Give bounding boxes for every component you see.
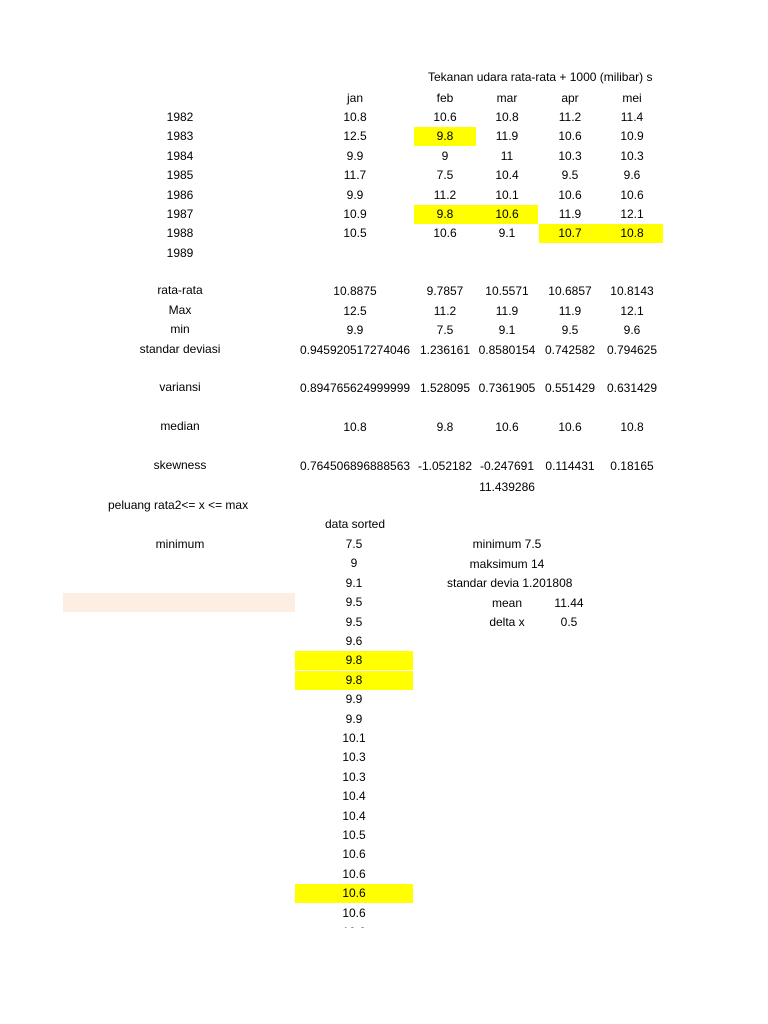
table-cell: 7.5: [436, 168, 454, 183]
stat-value: 9.9: [346, 323, 364, 337]
stat-value: -1.052182: [417, 459, 473, 473]
stat-value: 0.742582: [544, 343, 596, 357]
summary-value: 0.5: [560, 615, 578, 629]
table-cell: 10.3: [558, 148, 582, 163]
table-cell: 11.4: [620, 110, 644, 124]
stat-value: 0.894765624999999: [299, 381, 411, 395]
highlight-strip: [63, 593, 295, 612]
stat-value: 10.8875: [333, 284, 377, 298]
sorted-value: 10.6: [342, 866, 366, 881]
stat-label: min: [170, 322, 190, 336]
table-cell: 9.9: [346, 148, 364, 163]
table-cell: 10.6: [433, 226, 457, 241]
year-label: 1983: [166, 129, 194, 144]
summary-value: 11.44: [554, 596, 584, 610]
month-header: apr: [561, 91, 579, 105]
table-cell: 10.6: [558, 129, 582, 144]
stat-value: 0.945920517274046: [299, 343, 411, 357]
summary-label: delta x: [489, 615, 525, 629]
year-label: 1986: [166, 187, 194, 202]
stat-value: 0.764506896888563: [299, 459, 411, 473]
stat-value: 10.8: [343, 420, 367, 434]
table-cell: 11.2: [558, 110, 582, 124]
stat-value: 10.8: [620, 420, 644, 434]
summary-label: maksimum 14: [469, 557, 545, 571]
stat-label: Max: [168, 303, 192, 317]
sorted-value: 9.5: [345, 595, 363, 610]
stat-label: standar deviasi: [139, 342, 221, 356]
stat-value: 0.114431: [545, 459, 595, 473]
sorted-value: 10.1: [342, 731, 366, 745]
stat-value: 1.528095: [419, 381, 471, 395]
sorted-value: 9: [350, 556, 358, 571]
table-cell: 11.9: [558, 207, 582, 221]
stat-value: 10.5571: [485, 284, 529, 298]
extra-value: 11.439286: [479, 480, 535, 494]
table-cell: 10.6: [476, 205, 538, 224]
summary-label: minimum 7.5: [472, 537, 542, 551]
stat-value: 12.1: [620, 304, 644, 318]
stat-value: -0.247691: [479, 459, 535, 473]
table-cell: 9.6: [623, 168, 641, 183]
summary-label: standar devia 1.201808: [447, 576, 573, 590]
stat-value: 0.8580154: [478, 343, 536, 357]
table-cell: 11: [500, 148, 514, 163]
sorted-value: 10.3: [342, 750, 366, 765]
peluang-label: peluang rata2<= x <= max: [108, 498, 249, 512]
table-cell: 11.2: [433, 187, 457, 202]
sorted-value: 9.9: [345, 692, 363, 707]
stat-value: 0.794625: [606, 343, 658, 357]
stat-value: 11.9: [558, 304, 582, 318]
table-cell: 9.9: [346, 187, 364, 202]
sorted-value: 9.8: [295, 671, 413, 690]
sorted-value: 10.3: [342, 769, 366, 784]
year-label: 1982: [166, 110, 194, 124]
year-label: 1987: [166, 207, 194, 221]
table-cell: 11.7: [343, 168, 367, 183]
stat-value: 10.6: [558, 420, 582, 434]
stat-value: 9.1: [498, 323, 516, 337]
sorted-value: 10.4: [342, 789, 366, 804]
stat-value: 11.2: [433, 304, 457, 318]
table-cell: 12.5: [343, 129, 367, 144]
stat-value: 0.18165: [610, 459, 654, 473]
table-cell: 10.8: [343, 110, 367, 124]
month-header: mar: [496, 91, 518, 105]
table-cell: 10.8: [495, 110, 519, 124]
sorted-value: 9.6: [345, 634, 363, 648]
stat-value: 9.5: [561, 323, 579, 337]
minimum-label: minimum: [155, 537, 205, 551]
table-cell: 10.9: [343, 207, 367, 221]
sorted-value: 9.5: [345, 614, 363, 629]
sorted-value: 10.6: [342, 847, 366, 862]
stat-value: 10.8143: [610, 284, 654, 298]
stat-value: 0.7361905: [478, 381, 536, 395]
table-cell: 10.5: [343, 226, 367, 241]
stat-value: 0.631429: [606, 381, 658, 395]
stat-value: 9.7857: [426, 284, 464, 298]
year-label: 1985: [166, 168, 194, 183]
sorted-value: 10.4: [342, 808, 366, 823]
table-cell: 10.3: [620, 148, 644, 163]
stat-value: 12.5: [343, 304, 367, 318]
table-cell: 10.6: [620, 187, 644, 202]
stat-value: 1.236161: [419, 343, 471, 357]
sorted-header: data sorted: [324, 517, 386, 531]
month-header: jan: [346, 91, 363, 105]
stat-value: 7.5: [436, 323, 454, 337]
table-cell: 10.7: [539, 224, 601, 243]
stat-value: 11.9: [495, 304, 519, 318]
table-cell: 10.6: [433, 110, 457, 124]
table-cell: 9.8: [414, 127, 476, 146]
month-header: mei: [622, 91, 642, 105]
sorted-value: 10.5: [342, 828, 366, 842]
sorted-value: 9.9: [345, 711, 363, 726]
year-label: 1988: [166, 226, 194, 241]
year-label: 1989: [166, 245, 194, 260]
stat-value: 9.6: [623, 323, 641, 337]
table-cell: 12.1: [620, 207, 644, 221]
table-cell: 9: [441, 148, 449, 163]
stat-label: rata-rata: [157, 283, 203, 297]
stat-label: skewness: [153, 458, 207, 472]
month-header: feb: [436, 91, 454, 105]
sorted-value: 7.5: [345, 537, 363, 551]
table-cell: 9.8: [414, 205, 476, 224]
stat-value: 10.6857: [548, 284, 592, 298]
table-cell: 10.6: [558, 187, 582, 202]
table-cell: 9.1: [498, 226, 516, 241]
page-bottom-margin: [0, 928, 768, 1024]
sorted-value: 9.8: [295, 651, 413, 670]
stat-label: median: [160, 419, 200, 433]
table-cell: 10.1: [495, 187, 519, 202]
stat-value: 0.551429: [544, 381, 596, 395]
table-cell: 10.9: [620, 129, 644, 144]
table-title: Tekanan udara rata-rata + 1000 (milibar) s: [428, 70, 653, 84]
table-cell: 11.9: [495, 129, 519, 144]
stat-label: variansi: [159, 380, 201, 394]
sorted-value: 10.6: [342, 905, 366, 920]
table-cell: 10.4: [495, 168, 519, 183]
sorted-value: 9.1: [345, 575, 363, 590]
stat-value: 10.6: [495, 420, 519, 434]
year-label: 1984: [166, 148, 194, 163]
table-cell: 10.8: [601, 224, 663, 243]
sorted-value: 10.6: [295, 884, 413, 903]
stat-value: 9.8: [436, 420, 454, 434]
table-cell: 9.5: [561, 168, 579, 183]
summary-label: mean: [491, 596, 523, 610]
